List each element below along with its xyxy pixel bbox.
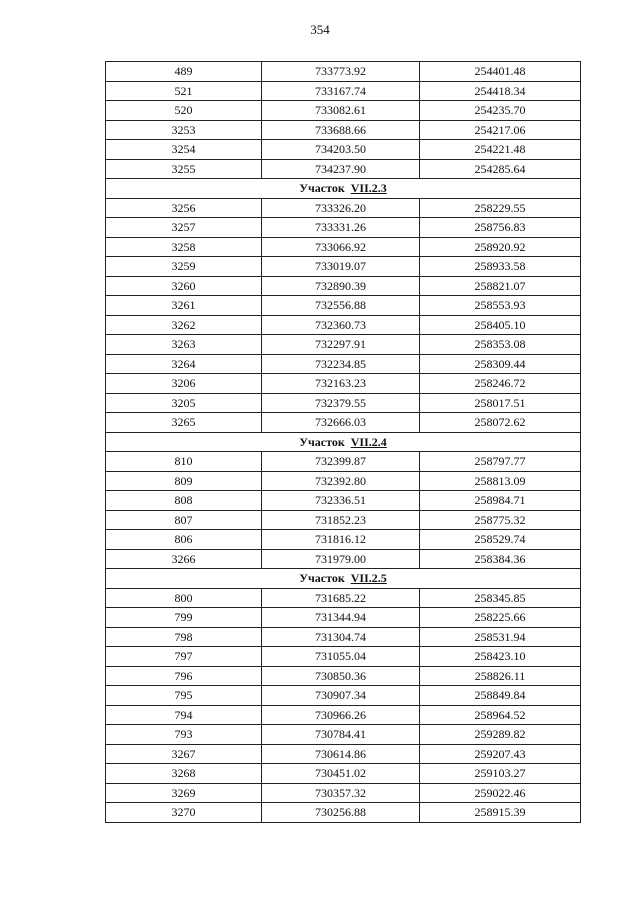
table-row [106, 315, 581, 335]
y-coordinate-cell: 258813.09 [420, 471, 581, 491]
x-coordinate-cell: 733167.74 [262, 81, 420, 101]
y-coordinate-cell: 258345.85 [420, 588, 581, 608]
y-coordinate-cell: 254285.64 [420, 159, 581, 179]
x-coordinate-cell: 733773.92 [262, 62, 420, 82]
table-row [106, 296, 581, 316]
point-number-cell: 3267 [106, 744, 262, 764]
point-number-cell: 807 [106, 510, 262, 530]
x-coordinate-cell: 730784.41 [262, 725, 420, 745]
table-row [106, 159, 581, 179]
x-coordinate-cell: 733326.20 [262, 198, 420, 218]
x-coordinate-cell: 732399.87 [262, 452, 420, 472]
x-coordinate-cell: 732890.39 [262, 276, 420, 296]
x-coordinate-cell: 731304.74 [262, 627, 420, 647]
table-row [106, 471, 581, 491]
y-coordinate-cell: 258384.36 [420, 549, 581, 569]
y-coordinate-cell: 258826.11 [420, 666, 581, 686]
table-row [106, 627, 581, 647]
table-row [106, 198, 581, 218]
x-coordinate-cell: 731816.12 [262, 530, 420, 550]
x-coordinate-cell: 730451.02 [262, 764, 420, 784]
x-coordinate-cell: 732666.03 [262, 413, 420, 433]
table-row [106, 530, 581, 550]
section-id: VII.2.3 [350, 181, 387, 196]
y-coordinate-cell: 258531.94 [420, 627, 581, 647]
section-title [106, 179, 581, 199]
point-number-cell: 3256 [106, 198, 262, 218]
table-row [106, 783, 581, 803]
y-coordinate-cell: 258775.32 [420, 510, 581, 530]
x-coordinate-cell: 732392.80 [262, 471, 420, 491]
table-row [106, 510, 581, 530]
table-row [106, 803, 581, 823]
y-coordinate-cell: 258553.93 [420, 296, 581, 316]
table-row [106, 257, 581, 277]
point-number-cell: 3254 [106, 140, 262, 160]
table-body [106, 62, 581, 823]
point-number-cell: 800 [106, 588, 262, 608]
table-row [106, 725, 581, 745]
point-number-cell: 795 [106, 686, 262, 706]
y-coordinate-cell: 258920.92 [420, 237, 581, 257]
x-coordinate-cell: 731055.04 [262, 647, 420, 667]
y-coordinate-cell: 259207.43 [420, 744, 581, 764]
point-number-cell: 520 [106, 101, 262, 121]
y-coordinate-cell: 254401.48 [420, 62, 581, 82]
x-coordinate-cell: 732556.88 [262, 296, 420, 316]
y-coordinate-cell: 258309.44 [420, 354, 581, 374]
x-coordinate-cell: 732234.85 [262, 354, 420, 374]
x-coordinate-cell: 730614.86 [262, 744, 420, 764]
section-header-row [106, 179, 581, 199]
y-coordinate-cell: 258423.10 [420, 647, 581, 667]
x-coordinate-cell: 733331.26 [262, 218, 420, 238]
point-number-cell: 3265 [106, 413, 262, 433]
table-row [106, 608, 581, 628]
table-row [106, 101, 581, 121]
section-header-row [106, 569, 581, 589]
y-coordinate-cell: 258529.74 [420, 530, 581, 550]
table-row [106, 588, 581, 608]
table-row [106, 705, 581, 725]
section-label: Участок [299, 434, 345, 449]
y-coordinate-cell: 258405.10 [420, 315, 581, 335]
y-coordinate-cell: 254221.48 [420, 140, 581, 160]
y-coordinate-cell: 258821.07 [420, 276, 581, 296]
x-coordinate-cell: 733066.92 [262, 237, 420, 257]
y-coordinate-cell: 258225.66 [420, 608, 581, 628]
table-row [106, 666, 581, 686]
point-number-cell: 3253 [106, 120, 262, 140]
point-number-cell: 3264 [106, 354, 262, 374]
y-coordinate-cell: 258072.62 [420, 413, 581, 433]
point-number-cell: 808 [106, 491, 262, 511]
table-row [106, 140, 581, 160]
point-number-cell: 797 [106, 647, 262, 667]
point-number-cell: 3206 [106, 374, 262, 394]
y-coordinate-cell: 258017.51 [420, 393, 581, 413]
point-number-cell: 521 [106, 81, 262, 101]
point-number-cell: 809 [106, 471, 262, 491]
point-number-cell: 3261 [106, 296, 262, 316]
x-coordinate-cell: 733082.61 [262, 101, 420, 121]
point-number-cell: 3205 [106, 393, 262, 413]
table-row [106, 491, 581, 511]
y-coordinate-cell: 259022.46 [420, 783, 581, 803]
table-row [106, 276, 581, 296]
point-number-cell: 793 [106, 725, 262, 745]
y-coordinate-cell: 258933.58 [420, 257, 581, 277]
point-number-cell: 3260 [106, 276, 262, 296]
point-number-cell: 489 [106, 62, 262, 82]
table-row [106, 647, 581, 667]
x-coordinate-cell: 732336.51 [262, 491, 420, 511]
y-coordinate-cell: 258246.72 [420, 374, 581, 394]
point-number-cell: 3263 [106, 335, 262, 355]
y-coordinate-cell: 258229.55 [420, 198, 581, 218]
point-number-cell: 3270 [106, 803, 262, 823]
x-coordinate-cell: 732163.23 [262, 374, 420, 394]
x-coordinate-cell: 734203.50 [262, 140, 420, 160]
point-number-cell: 810 [106, 452, 262, 472]
table-row [106, 237, 581, 257]
table-row [106, 62, 581, 82]
y-coordinate-cell: 254217.06 [420, 120, 581, 140]
point-number-cell: 3266 [106, 549, 262, 569]
table-row [106, 744, 581, 764]
y-coordinate-cell: 258984.71 [420, 491, 581, 511]
point-number-cell: 798 [106, 627, 262, 647]
point-number-cell: 3255 [106, 159, 262, 179]
section-title [106, 569, 581, 589]
y-coordinate-cell: 258915.39 [420, 803, 581, 823]
section-id: VII.2.5 [350, 571, 387, 586]
y-coordinate-cell: 258964.52 [420, 705, 581, 725]
y-coordinate-cell: 258353.08 [420, 335, 581, 355]
table-row [106, 120, 581, 140]
table-row [106, 354, 581, 374]
point-number-cell: 3257 [106, 218, 262, 238]
table-row [106, 413, 581, 433]
page-number: 354 [310, 22, 330, 37]
table-row [106, 452, 581, 472]
x-coordinate-cell: 731344.94 [262, 608, 420, 628]
x-coordinate-cell: 730907.34 [262, 686, 420, 706]
point-number-cell: 3269 [106, 783, 262, 803]
x-coordinate-cell: 730357.32 [262, 783, 420, 803]
y-coordinate-cell: 259289.82 [420, 725, 581, 745]
point-number-cell: 806 [106, 530, 262, 550]
section-label: Участок [299, 571, 345, 586]
coordinates-table [105, 61, 581, 823]
point-number-cell: 799 [106, 608, 262, 628]
section-header-row [106, 432, 581, 452]
y-coordinate-cell: 258849.84 [420, 686, 581, 706]
x-coordinate-cell: 731852.23 [262, 510, 420, 530]
y-coordinate-cell: 258756.83 [420, 218, 581, 238]
y-coordinate-cell: 259103.27 [420, 764, 581, 784]
x-coordinate-cell: 732297.91 [262, 335, 420, 355]
point-number-cell: 3258 [106, 237, 262, 257]
table-row [106, 374, 581, 394]
x-coordinate-cell: 733019.07 [262, 257, 420, 277]
y-coordinate-cell: 254235.70 [420, 101, 581, 121]
x-coordinate-cell: 731979.00 [262, 549, 420, 569]
section-title [106, 432, 581, 452]
table-row [106, 686, 581, 706]
y-coordinate-cell: 254418.34 [420, 81, 581, 101]
table-row [106, 81, 581, 101]
table-row [106, 549, 581, 569]
y-coordinate-cell: 258797.77 [420, 452, 581, 472]
x-coordinate-cell: 730966.26 [262, 705, 420, 725]
x-coordinate-cell: 732379.55 [262, 393, 420, 413]
table-row [106, 764, 581, 784]
x-coordinate-cell: 733688.66 [262, 120, 420, 140]
point-number-cell: 794 [106, 705, 262, 725]
point-number-cell: 3259 [106, 257, 262, 277]
table-row [106, 218, 581, 238]
x-coordinate-cell: 734237.90 [262, 159, 420, 179]
x-coordinate-cell: 730850.36 [262, 666, 420, 686]
section-label: Участок [299, 181, 345, 196]
x-coordinate-cell: 731685.22 [262, 588, 420, 608]
x-coordinate-cell: 732360.73 [262, 315, 420, 335]
point-number-cell: 796 [106, 666, 262, 686]
section-id: VII.2.4 [350, 434, 387, 449]
table-row [106, 335, 581, 355]
table-row [106, 393, 581, 413]
point-number-cell: 3268 [106, 764, 262, 784]
x-coordinate-cell: 730256.88 [262, 803, 420, 823]
point-number-cell: 3262 [106, 315, 262, 335]
